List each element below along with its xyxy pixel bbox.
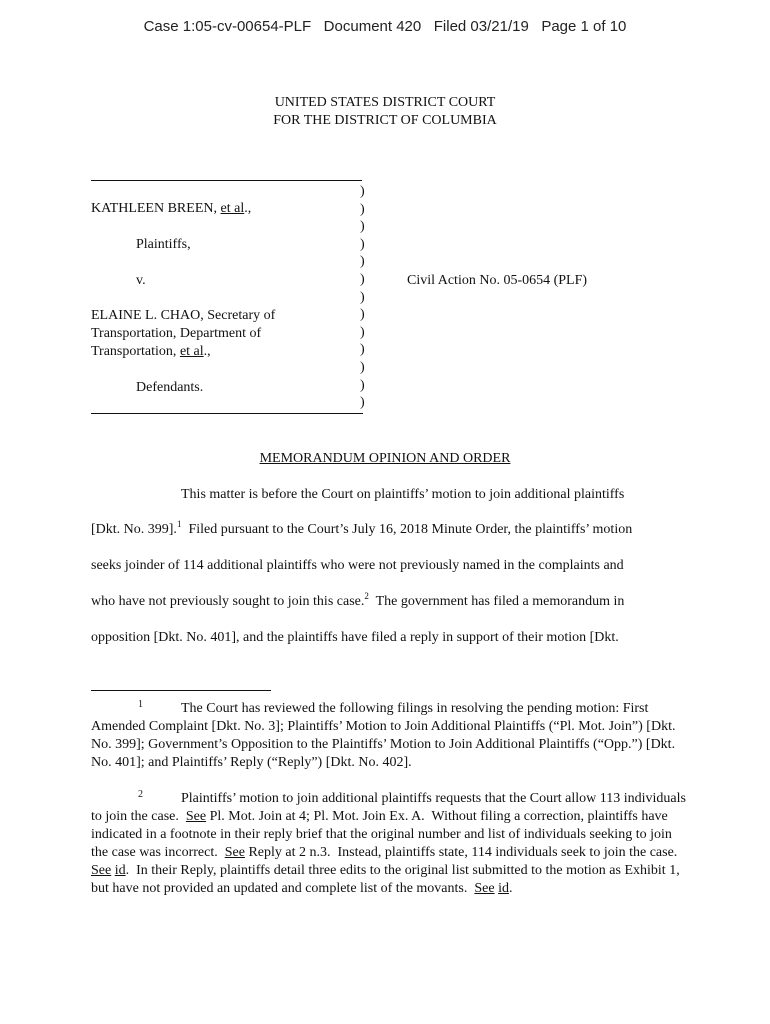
footnote-separator	[91, 690, 271, 691]
caption-parentheses: ) ) ) ) ) ) ) ) ) ) ) ) )	[360, 184, 365, 411]
footnote-ref-1: 1	[176, 519, 182, 529]
court-district: FOR THE DISTRICT OF COLUMBIA	[273, 113, 497, 128]
defendants-label: Defendants.	[136, 380, 204, 395]
defendant-line-3: Transportation, et al.,	[91, 344, 211, 359]
body-line-4: who have not previously sought to join this case.$^2$ The government has filed a memorandum in	[91, 591, 625, 609]
footnote-1-number: 1	[138, 699, 143, 710]
body-line-3: seeks joinder of 114 additional plaintiffs who were not previously named in the complaints and	[91, 558, 624, 573]
footnote-2-text: Plaintiffs’ motion to join additional plaintiffs requests that the Court allow 113 individuals to join the case. See Pl. Mot. Join at 4; Pl. Mot. Join Ex. A. Without filing a correction, plaintiffs have indicated in a footnote in their reply brief that the original number and list of individuals seeking to join the case was incorrect. See Reply at 2 n.3. Instead, plaintiffs state, 114 individuals seek to join the case. See id. In their Reply, plaintiffs detail three edits to the original list submitted to the motion as Exhibit 1, but have not provided an updated and complete list of the movants. See id.	[91, 791, 690, 896]
page-header: Case 1:05-cv-00654-PLF Document 420 Filed 03/21/19 Page 1 of 10	[143, 18, 627, 35]
body-line-1: This matter is before the Court on plaintiffs’ motion to join additional plaintiffs	[181, 487, 625, 502]
footnote-1-text: The Court has reviewed the following filings in resolving the pending motion: First Amended Complaint [Dkt. No. 3]; Plaintiffs’ Motion to Join Additional Plaintiffs (“Pl. Mot. Join”) [Dkt. No. 399]; Government’s Opposition to the Plaintiffs’ Motion to Join Additional Plaintiffs (“Opp.”) [Dkt. No. 401]; and Plaintiffs’ Reply (“Reply”) [Dkt. No. 402].	[91, 701, 676, 770]
court-heading	[0, 94, 770, 130]
court-name: UNITED STATES DISTRICT COURT	[274, 95, 496, 110]
defendant-line-2: Transportation, Department of	[91, 326, 262, 341]
versus: v.	[136, 273, 146, 288]
caption-rule-bottom	[91, 413, 363, 414]
body-line-2: [Dkt. No. 399].$^1$ Filed pursuant to the Court’s July 16, 2018 Minute Order, the plaintiffs’ motion	[91, 519, 633, 537]
footnote-2	[91, 790, 691, 898]
footnote-ref-2: 2	[364, 591, 369, 601]
document-title: MEMORANDUM OPINION AND ORDER	[259, 451, 511, 466]
defendant-line-1: ELAINE L. CHAO, Secretary of	[91, 308, 276, 323]
footnote-1	[91, 700, 691, 772]
caption-rule-top	[91, 180, 362, 181]
footnote-2-number: 2	[138, 789, 143, 800]
plaintiff-name: KATHLEEN BREEN, et al.,	[91, 201, 252, 216]
plaintiffs-label: Plaintiffs,	[136, 237, 191, 252]
body-line-5: opposition [Dkt. No. 401], and the plaintiffs have filed a reply in support of their motion [Dkt.	[91, 630, 619, 645]
civil-action-number: Civil Action No. 05-0654 (PLF)	[407, 273, 588, 288]
